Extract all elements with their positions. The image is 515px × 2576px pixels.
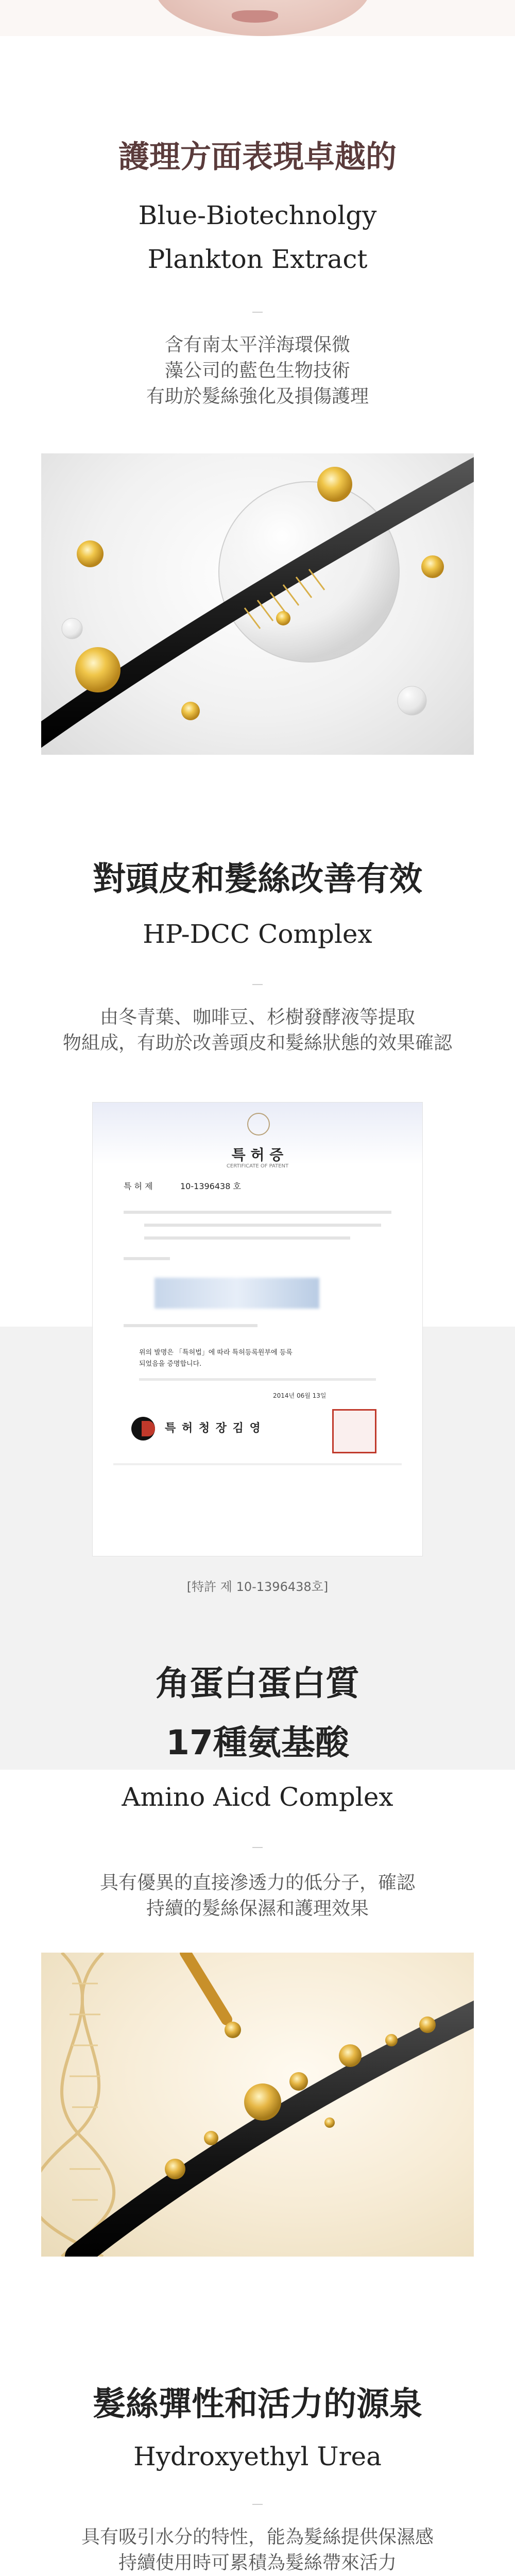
gold-drop <box>77 540 104 567</box>
plankton-desc-3: 有助於髮絲強化及損傷護理 <box>146 386 369 407</box>
amino-subtitle: Amino Aicd Complex <box>122 1782 393 1812</box>
certificate-header-en: CERTIFICATE OF PATENT <box>226 1163 289 1169</box>
patent-certificate <box>93 1103 422 1556</box>
divider <box>252 984 263 985</box>
cert-text-line <box>139 1378 376 1381</box>
amino-title-2: 17種氨基酸 <box>166 1723 349 1762</box>
gold-drop <box>75 647 121 692</box>
model-lips <box>232 10 278 23</box>
emblem-icon <box>247 1113 270 1136</box>
certificate-number-label: 특 허 제 <box>124 1181 153 1191</box>
plankton-subtitle-2: Plankton Extract <box>147 244 368 274</box>
certificate-caption: [特許 제 10-1396438호] <box>186 1580 329 1594</box>
plankton-subtitle-1: Blue-Biotechnolgy <box>138 200 377 230</box>
divider <box>252 312 263 313</box>
urea-title: 髮絲彈性和活力的源泉 <box>93 2385 422 2424</box>
amino-illustration <box>41 1953 474 2257</box>
gold-drop <box>181 702 200 720</box>
plankton-product-image <box>41 453 474 755</box>
hpdcc-title: 對頭皮和髮絲改善有效 <box>93 860 422 899</box>
plankton-desc-2: 藻公司的藍色生物技術 <box>164 360 350 381</box>
small-bubble <box>398 686 426 715</box>
hair-strand <box>77 2009 474 2257</box>
dna-helix-icon <box>41 1953 114 2257</box>
hpdcc-desc-1: 由冬青葉、咖啡豆、杉樹發酵液等提取 <box>99 1007 415 1028</box>
hpdcc-desc-2: 物組成，有助於改善頭皮和髮絲狀態的效果確認 <box>62 1032 452 1054</box>
certificate-number: 10-1396438 호 <box>180 1181 241 1191</box>
amino-title-1: 角蛋白蛋白質 <box>156 1664 359 1703</box>
certificate-issuer: 특 허 청 장 김 영 <box>165 1422 262 1435</box>
plankton-illustration <box>41 453 474 755</box>
cert-footer-line <box>113 1463 402 1465</box>
dropper-icon <box>185 1953 227 2020</box>
divider <box>252 1847 263 1848</box>
top-portrait-image <box>0 0 515 36</box>
certificate-date: 2014년 06월 13일 <box>273 1392 327 1399</box>
official-seal-stamp <box>332 1409 376 1453</box>
amino-desc-1: 具有優異的直接滲透力的低分子，確認 <box>99 1872 415 1893</box>
plankton-desc-1: 含有南太平洋海環保微 <box>164 334 350 355</box>
plankton-title: 護理方面表現卓越的 <box>118 139 397 175</box>
cert-text-line <box>124 1257 170 1260</box>
certificate-body-1: 위의 발명은 「특허법」에 따라 특허등록원부에 등록 <box>139 1349 293 1357</box>
cert-text-line <box>124 1211 391 1214</box>
amino-desc-2: 持續的髮絲保濕和護理效果 <box>146 1898 369 1919</box>
small-bubble <box>62 618 82 639</box>
certificate-header: 특 허 증 <box>231 1146 284 1163</box>
cert-text-line <box>144 1224 381 1227</box>
cert-text-line <box>124 1324 258 1327</box>
divider <box>252 2504 263 2505</box>
amino-product-image <box>41 1953 474 2257</box>
korea-ip-logo-accent <box>142 1421 155 1436</box>
cert-text-line <box>144 1236 350 1240</box>
urea-desc-1: 具有吸引水分的特性，能為髮絲提供保濕感 <box>81 2527 434 2548</box>
gold-drop <box>225 2022 241 2038</box>
gold-drop <box>276 611 290 625</box>
blurred-content <box>154 1278 319 1309</box>
urea-desc-2: 持續使用時可累積為髮絲帶來活力 <box>118 2552 397 2573</box>
urea-subtitle: Hydroxyethyl Urea <box>133 2442 382 2471</box>
gold-drop <box>317 467 352 502</box>
certificate-body-2: 되었음을 증명합니다. <box>139 1360 202 1368</box>
gold-drop <box>421 555 444 578</box>
hpdcc-subtitle: HP-DCC Complex <box>143 919 372 949</box>
